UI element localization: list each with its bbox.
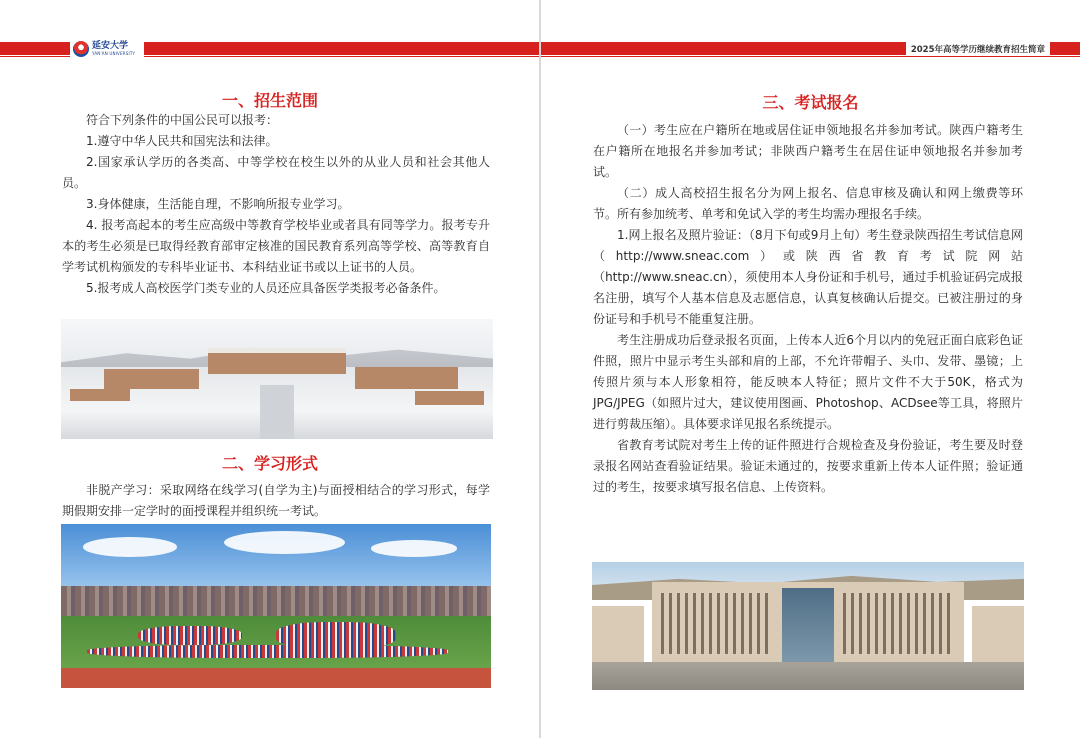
section-title-exam-registration: 三、考试报名 (762, 93, 859, 112)
university-emblem-icon (73, 41, 89, 57)
section-body-enrollment-scope (62, 110, 490, 299)
stadium-event-photo (61, 524, 491, 688)
university-logo (70, 38, 144, 60)
paragraph: 省教育考试院对考生上传的证件照进行合规检查及身份验证，考生要及时登录报名网站查看验证结果。验证未通过的，按要求重新上传本人证件照；验证通过的考生，按要求填写报名信息、上传资料。 (593, 438, 1023, 494)
section-body-study-mode (62, 480, 490, 522)
paragraph: 5.报考成人高校医学门类专业的人员还应具备医学类报考必备条件。 (86, 281, 446, 295)
paragraph: 考生注册成功后登录报名页面，上传本人近6个月以内的免冠正面白底彩色证件照，照片中显示考生头部和肩的上部，不允许带帽子、头巾、发带、墨镜；上传照片须与本人形象相符，能反映本人特征；照片文件不大于50K，格式为JPG/JPEG（如照片过大，建议使用图画、Photoshop、ACDsee等工具，将照片进行剪裁压缩）。具体要求详见报名系统提示。 (593, 333, 1023, 431)
paragraph: 2.国家承认学历的各类高、中等学校在校生以外的从业人员和社会其他人员。 (62, 155, 490, 190)
paragraph: （二）成人高校招生报名分为网上报名、信息审核及确认和网上缴费等环节。所有参加统考、单考和免试入学的考生均需办理报名手续。 (593, 186, 1023, 221)
brochure-header (906, 42, 1050, 56)
logo-name-cn: 延安大学 (92, 41, 129, 51)
section-title-study-mode: 二、学习形式 (221, 454, 318, 473)
paragraph: 4. 报考高起本的考生应高级中等教育学校毕业或者具有同等学力。报考专升本的考生必须是已取得经教育部审定核准的国民教育系列高等学校、高等教育自学考试机构颁发的专科毕业证书、本科结业证书或以上证书的人员。 (62, 218, 490, 274)
campus-snow-photo (61, 319, 493, 439)
logo-name-en: YAN'AN UNIVERSITY (92, 51, 136, 56)
paragraph: 1.网上报名及照片验证：（8月下旬或9月上旬）考生登录陕西招生考试信息网（http://www.sneac.com）或陕西省教育考试院网站（http://www.sneac.cn），须使用本人身份证和手机号，通过手机验证码完成报名注册，填写个人基本信息及志愿信息，认真复核确认后提交。已被注册过的身份证号和手机号不能重复注册。 (593, 228, 1023, 326)
paragraph: 3.身体健康，生活能自理，不影响所报专业学习。 (86, 197, 350, 211)
section-title-enrollment-scope: 一、招生范围 (221, 91, 318, 110)
paragraph: 非脱产学习：采取网络在线学习(自学为主)与面授相结合的学习形式，每学期假期安排一定学时的面授课程并组织统一考试。 (62, 483, 490, 518)
header-rule-right (541, 56, 1080, 57)
right-page (541, 0, 1080, 738)
paragraph: （一）考生应在户籍所在地或居住证申领地报名并参加考试。陕西户籍考生在户籍所在地报名并参加考试；非陕西户籍考生在居住证申领地报名并参加考试。 (593, 123, 1023, 179)
paragraph: 1.遵守中华人民共和国宪法和法律。 (86, 134, 278, 148)
section-body-exam-registration (593, 120, 1023, 498)
main-building-photo (592, 562, 1024, 690)
brochure-title: 2025年高等学历继续教育招生简章 (910, 45, 1045, 55)
paragraph: 符合下列条件的中国公民可以报考： (86, 113, 279, 127)
